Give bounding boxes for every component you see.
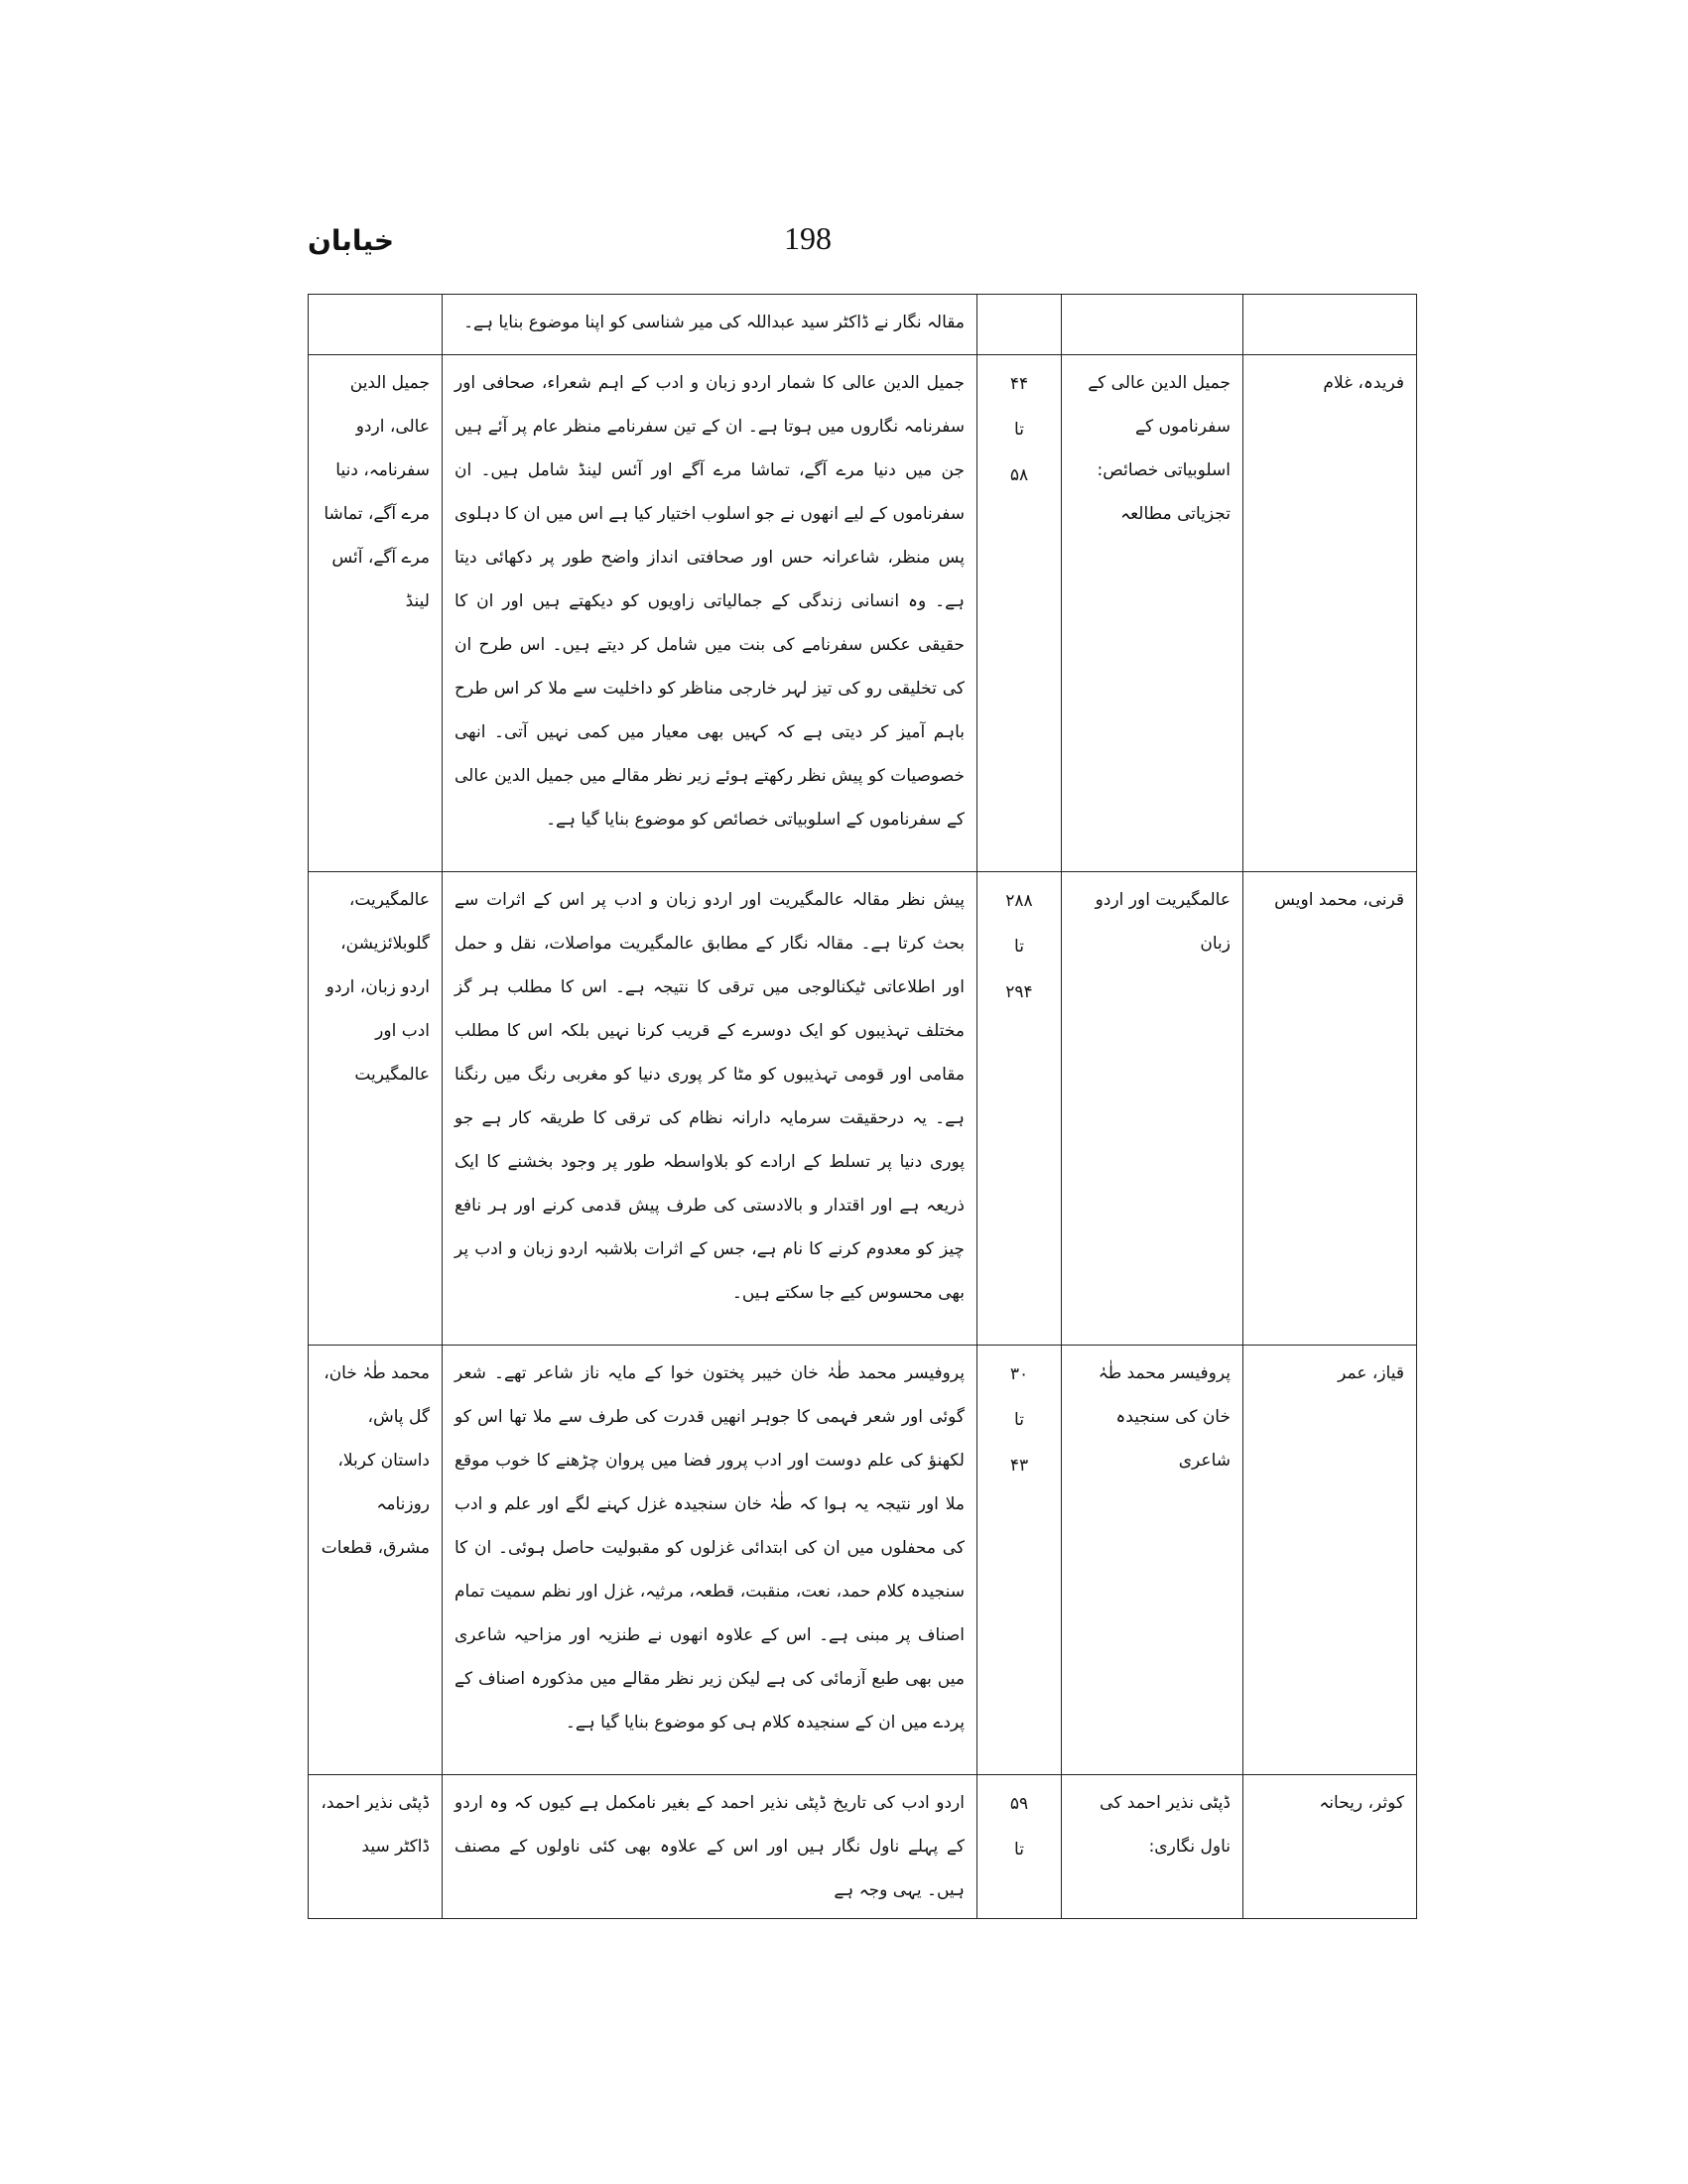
page-start: ۴۴: [1009, 374, 1029, 394]
title-cell: ڈپٹی نذیر احمد کی ناول نگاری:: [1062, 1775, 1243, 1919]
page-header: [0, 0, 1688, 298]
table-row: [309, 1775, 1417, 1919]
author-cell: کوثر، ریحانہ: [1243, 1775, 1417, 1919]
author-cell: قرنی، محمد اویس: [1243, 872, 1417, 1346]
page-end: ۵۸: [1009, 465, 1029, 485]
pages-cell: [977, 295, 1062, 355]
abstract-cell: پیش نظر مقالہ عالمگیریت اور اردو زبان و ادب پر اس کے اثرات سے بحث کرتا ہے۔ مقالہ نگار کے مطابق عالمگیریت مواصلات، نقل و حمل اور اطلاعاتی ٹیکنالوجی میں ترقی کا نتیجہ ہے۔ اس کا مطلب ہر گز مختلف تہذیبوں کو ایک دوسرے کے قریب کرنا نہیں بلکہ اس کا مطلب مقامی اور قومی تہذیبوں کو مٹا کر پوری دنیا کو مغربی رنگ میں رنگنا ہے۔ یہ درحقیقت سرمایہ دارانہ نظام کی ترقی کا طریقہ کار ہے جو پوری دنیا پر تسلط کے ارادے کو بلاواسطہ طور پر وجود بخشنے کا ایک ذریعہ ہے اور اقتدار و بالادستی کی طرف پیش قدمی کرنے اور ہر نافع چیز کو معدوم کرنے کا نام ہے، جس کے اثرات بلاشبہ اردو زبان و ادب پر بھی محسوس کیے جا سکتے ہیں۔: [443, 872, 977, 1346]
title-cell: [1062, 295, 1243, 355]
author-cell: فریدہ، غلام: [1243, 355, 1417, 872]
page-to: تا: [1014, 1410, 1024, 1430]
table-row: [309, 355, 1417, 872]
title-cell: عالمگیریت اور اردو زبان: [1062, 872, 1243, 1346]
abstract-cell: جمیل الدین عالی کا شمار اردو زبان و ادب کے اہم شعراء، صحافی اور سفرنامہ نگاروں میں ہوتا ہے۔ ان کے تین سفرنامے منظر عام پر آئے ہیں جن میں دنیا مرے آگے، تماشا مرے آگے اور آئس لینڈ شامل ہیں۔ ان سفرناموں کے لیے انھوں نے جو اسلوب اختیار کیا ہے اس میں ان کا دہلوی پس منظر، شاعرانہ حس اور صحافتی انداز واضح طور پر دکھائی دیتا ہے۔ وہ انسانی زندگی کے جمالیاتی زاویوں کو دیکھتے ہیں اور ان کا حقیقی عکس سفرنامے کی بنت میں شامل کر دیتے ہیں۔ اس طرح ان کی تخلیقی رو کی تیز لہر خارجی مناظر کو داخلیت سے ملا کر اس طرح باہم آمیز کر دیتی ہے کہ کہیں بھی معیار میں کمی نہیں آتی۔ انھی خصوصیات کو پیش نظر رکھتے ہوئے زیر نظر مقالے میں جمیل الدین عالی کے سفرناموں کے اسلوبیاتی خصائص کو موضوع بنایا گیا ہے۔: [443, 355, 977, 872]
pages-cell: [977, 872, 1062, 1346]
abstract-cell: اردو ادب کی تاریخ ڈپٹی نذیر احمد کے بغیر نامکمل ہے کیوں کہ وہ اردو کے پہلے ناول نگار ہیں اور اس کے علاوہ بھی کئی ناولوں کے مصنف ہیں۔ یہی وجہ ہے: [443, 1775, 977, 1919]
keywords-cell: ڈپٹی نذیر احمد، ڈاکٹر سید: [309, 1775, 443, 1919]
article-index-table: [308, 294, 1417, 1919]
title-cell: پروفیسر محمد طٰہٰ خان کی سنجیدہ شاعری: [1062, 1346, 1243, 1775]
page-start: ۳۰: [1009, 1364, 1029, 1384]
journal-name: خیابان: [308, 224, 395, 257]
pages-cell: [977, 355, 1062, 872]
page-to: تا: [1014, 937, 1024, 957]
pages-cell: [977, 1346, 1062, 1775]
keywords-cell: محمد طٰہٰ خان، گل پاش، داستان کربلا، روزنامہ مشرق، قطعات: [309, 1346, 443, 1775]
page-end: ۲۹۴: [1005, 982, 1033, 1002]
abstract-cell: مقالہ نگار نے ڈاکٹر سید عبداللہ کی میر شناسی کو اپنا موضوع بنایا ہے۔: [443, 295, 977, 355]
table-row: [309, 872, 1417, 1346]
page-end: ۴۳: [1009, 1456, 1029, 1476]
table-row: [309, 1346, 1417, 1775]
pages-cell: [977, 1775, 1062, 1919]
author-cell: قیاز، عمر: [1243, 1346, 1417, 1775]
page-start: ۵۹: [1009, 1794, 1029, 1814]
page-number: 198: [784, 220, 832, 256]
keywords-cell: عالمگیریت، گلوبلائزیشن، اردو زبان، اردو ادب اور عالمگیریت: [309, 872, 443, 1346]
abstract-cell: پروفیسر محمد طٰہٰ خان خیبر پختون خوا کے مایہ ناز شاعر تھے۔ شعر گوئی اور شعر فہمی کا جوہر انھیں قدرت کی طرف سے ملا تھا اس کو لکھنؤ کی علم دوست اور ادب پرور فضا میں پروان چڑھنے کا خوب موقع ملا اور نتیجہ یہ ہوا کہ طٰہٰ خان سنجیدہ غزل کہنے لگے اور علم و ادب کی محفلوں میں ان کی ابتدائی غزلوں کو مقبولیت حاصل ہوئی۔ ان کا سنجیدہ کلام حمد، نعت، منقبت، قطعہ، مرثیہ، غزل اور نظم سمیت تمام اصناف پر مبنی ہے۔ اس کے علاوہ انھوں نے طنزیہ اور مزاحیہ شاعری میں بھی طبع آزمائی کی ہے لیکن زیر نظر مقالے میں مذکورہ اصناف کے پردے میں ان کے سنجیدہ کلام ہی کو موضوع بنایا گیا ہے۔: [443, 1346, 977, 1775]
keywords-cell: [309, 295, 443, 355]
page-to: تا: [1014, 1840, 1024, 1860]
page-start: ۲۸۸: [1005, 891, 1033, 911]
page-to: تا: [1014, 420, 1024, 440]
keywords-cell: جمیل الدین عالی، اردو سفرنامہ، دنیا مرے آگے، تماشا مرے آگے، آئس لینڈ: [309, 355, 443, 872]
table-row: [309, 295, 1417, 355]
title-cell: جمیل الدین عالی کے سفرناموں کے اسلوبیاتی خصائص: تجزیاتی مطالعہ: [1062, 355, 1243, 872]
author-cell: [1243, 295, 1417, 355]
